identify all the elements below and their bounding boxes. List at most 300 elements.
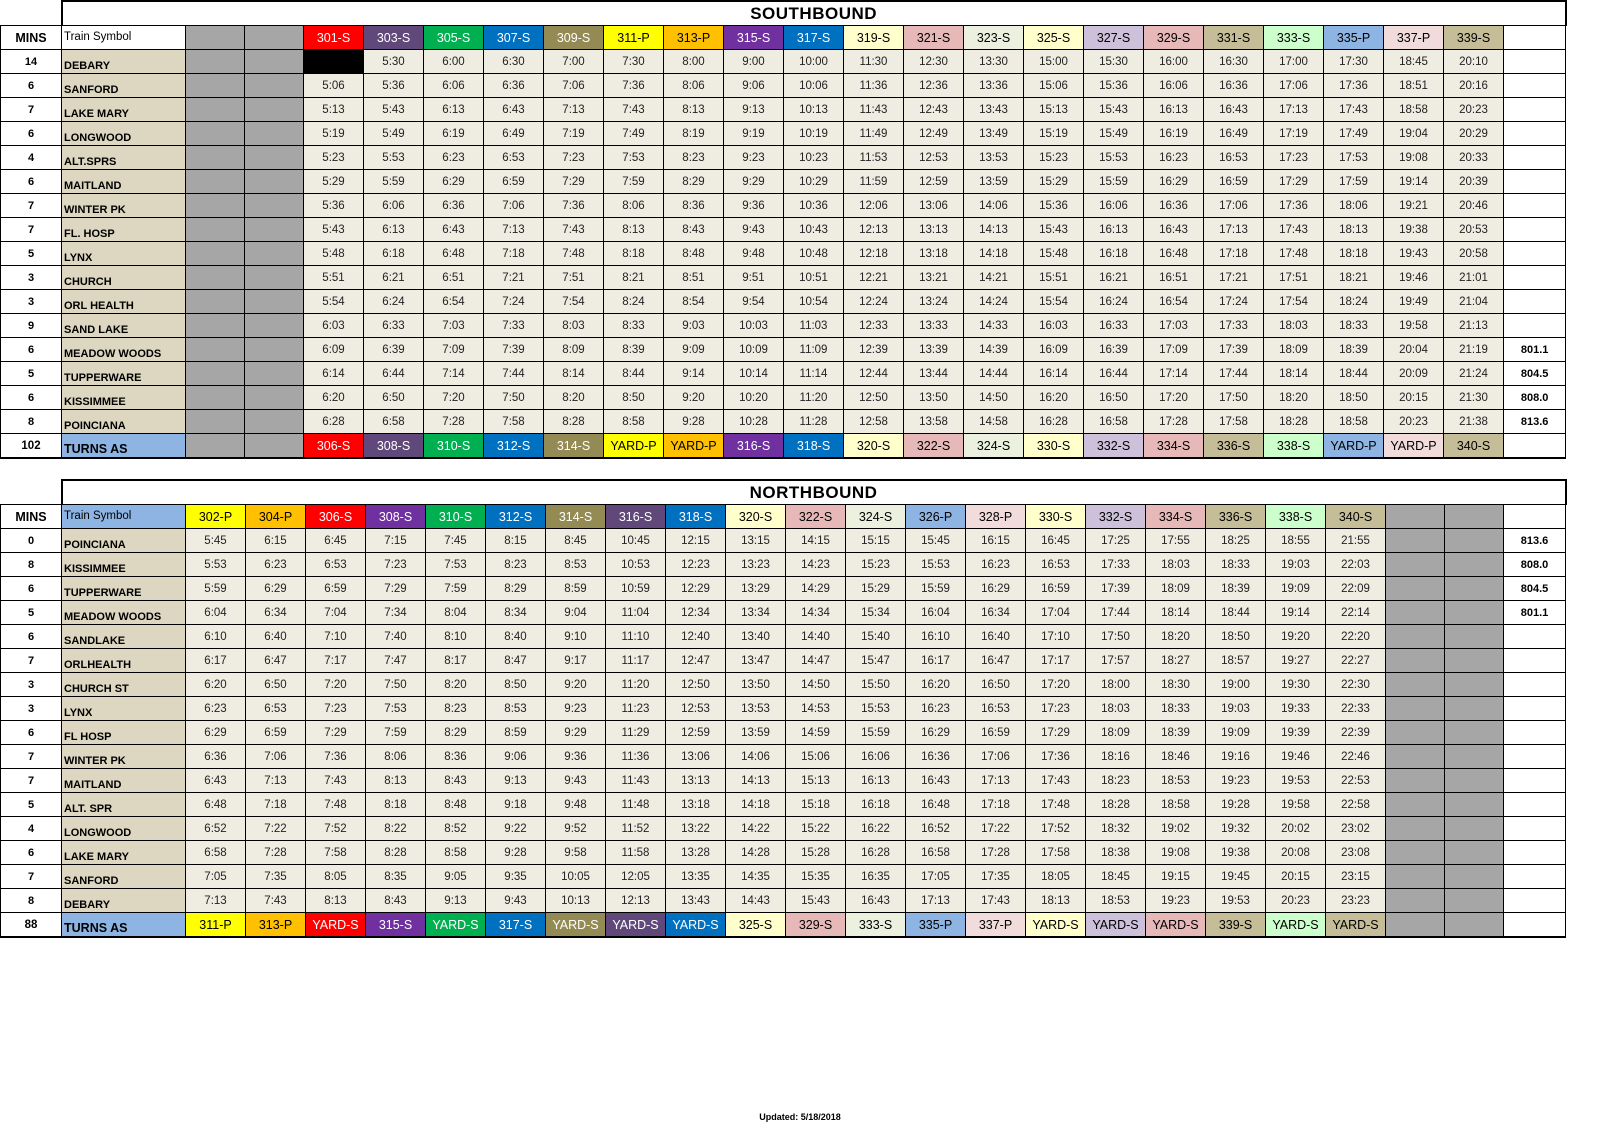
departure-time: 13:24 bbox=[904, 290, 964, 314]
station-name: CHURCH ST bbox=[62, 673, 186, 697]
blank-column bbox=[1386, 601, 1445, 625]
departure-time: 10:19 bbox=[784, 122, 844, 146]
departure-time: 8:06 bbox=[604, 194, 664, 218]
departure-time: 16:45 bbox=[1026, 529, 1086, 553]
departure-time: 17:35 bbox=[966, 865, 1026, 889]
blank-column bbox=[1386, 913, 1445, 938]
departure-time: 7:09 bbox=[424, 338, 484, 362]
departure-time: 12:23 bbox=[666, 553, 726, 577]
segment-minutes: 6 bbox=[1, 74, 62, 98]
mile-marker bbox=[1504, 673, 1566, 697]
station-row bbox=[1, 170, 1566, 194]
departure-time: 8:13 bbox=[306, 889, 366, 913]
departure-time: 8:54 bbox=[664, 290, 724, 314]
departure-time: 20:16 bbox=[1444, 74, 1504, 98]
station-name: TUPPERWARE bbox=[62, 362, 186, 386]
blank-column bbox=[1386, 841, 1445, 865]
departure-time: 17:36 bbox=[1026, 745, 1086, 769]
segment-minutes: 6 bbox=[1, 841, 62, 865]
segment-minutes: 6 bbox=[1, 386, 62, 410]
departure-time: 15:06 bbox=[786, 745, 846, 769]
departure-time: 12:18 bbox=[844, 242, 904, 266]
departure-time: 6:21 bbox=[364, 266, 424, 290]
blank-column bbox=[245, 122, 304, 146]
departure-time: 13:18 bbox=[904, 242, 964, 266]
departure-time: 11:23 bbox=[606, 697, 666, 721]
departure-time: 14:34 bbox=[786, 601, 846, 625]
departure-time: 8:15 bbox=[486, 529, 546, 553]
station-name: SANFORD bbox=[62, 74, 186, 98]
mile-marker bbox=[1504, 170, 1566, 194]
departure-time: 6:03 bbox=[304, 314, 364, 338]
blank-column bbox=[245, 386, 304, 410]
mins-header: MINS bbox=[1, 505, 62, 529]
departure-time: 10:06 bbox=[784, 74, 844, 98]
departure-time: 5:54 bbox=[304, 290, 364, 314]
departure-time: 6:15 bbox=[246, 529, 306, 553]
departure-time: 6:14 bbox=[304, 362, 364, 386]
departure-time: 5:51 bbox=[304, 266, 364, 290]
departure-time: 19:49 bbox=[1384, 290, 1444, 314]
direction-title: NORTHBOUND bbox=[62, 480, 1566, 505]
departure-time: 8:22 bbox=[366, 817, 426, 841]
departure-time: 8:18 bbox=[366, 793, 426, 817]
departure-time: 18:13 bbox=[1324, 218, 1384, 242]
station-name: CHURCH bbox=[62, 266, 186, 290]
departure-time: 7:06 bbox=[544, 74, 604, 98]
departure-time: 13:06 bbox=[904, 194, 964, 218]
mile-marker bbox=[1504, 745, 1566, 769]
departure-time: 11:58 bbox=[606, 841, 666, 865]
blank-column bbox=[245, 170, 304, 194]
departure-time: 16:53 bbox=[966, 697, 1026, 721]
turns-as-symbol: 336-S bbox=[1204, 434, 1264, 459]
blank-column bbox=[186, 170, 245, 194]
departure-time: 7:33 bbox=[484, 314, 544, 338]
departure-time: 8:20 bbox=[544, 386, 604, 410]
departure-time: 16:48 bbox=[1144, 242, 1204, 266]
train-symbol: 329-S bbox=[1144, 26, 1204, 50]
station-name: ALT.SPRS bbox=[62, 146, 186, 170]
departure-time: 19:58 bbox=[1266, 793, 1326, 817]
departure-time: 9:05 bbox=[426, 865, 486, 889]
departure-time: 13:30 bbox=[964, 50, 1024, 74]
departure-time: 6:23 bbox=[186, 697, 246, 721]
updated-date: Updated: 5/18/2018 bbox=[759, 1112, 841, 1122]
departure-time: 6:23 bbox=[246, 553, 306, 577]
departure-time: 6:13 bbox=[364, 218, 424, 242]
blank-column bbox=[1445, 841, 1504, 865]
departure-time: 16:23 bbox=[1144, 146, 1204, 170]
departure-time: 6:00 bbox=[424, 50, 484, 74]
train-symbol: 325-S bbox=[1024, 26, 1084, 50]
departure-time: 12:40 bbox=[666, 625, 726, 649]
departure-time: 9:22 bbox=[486, 817, 546, 841]
departure-time: 9:35 bbox=[486, 865, 546, 889]
departure-time: 7:29 bbox=[306, 721, 366, 745]
departure-time: 10:43 bbox=[784, 218, 844, 242]
departure-time: 6:04 bbox=[186, 601, 246, 625]
departure-time: 18:23 bbox=[1086, 769, 1146, 793]
departure-time: 16:59 bbox=[966, 721, 1026, 745]
departure-time: 7:28 bbox=[246, 841, 306, 865]
departure-time: 9:51 bbox=[724, 266, 784, 290]
departure-time: 12:59 bbox=[666, 721, 726, 745]
departure-time: 8:47 bbox=[486, 649, 546, 673]
station-row bbox=[1, 649, 1566, 673]
departure-time: 6:24 bbox=[364, 290, 424, 314]
station-row bbox=[1, 98, 1566, 122]
departure-time: 6:53 bbox=[246, 697, 306, 721]
departure-time: 13:59 bbox=[726, 721, 786, 745]
departure-time: 18:18 bbox=[1324, 242, 1384, 266]
train-symbol: 312-S bbox=[486, 505, 546, 529]
departure-time: 17:14 bbox=[1144, 362, 1204, 386]
departure-time: 17:20 bbox=[1144, 386, 1204, 410]
segment-minutes: 7 bbox=[1, 98, 62, 122]
segment-minutes: 14 bbox=[1, 50, 62, 74]
departure-time: 8:53 bbox=[546, 553, 606, 577]
departure-time: 9:48 bbox=[546, 793, 606, 817]
train-symbol: 315-S bbox=[724, 26, 784, 50]
departure-time: 17:03 bbox=[1144, 314, 1204, 338]
departure-time: 15:53 bbox=[846, 697, 906, 721]
turns-as-symbol: 333-S bbox=[846, 913, 906, 938]
departure-time: 8:29 bbox=[486, 577, 546, 601]
departure-time: 15:35 bbox=[786, 865, 846, 889]
departure-time: 5:43 bbox=[304, 218, 364, 242]
blank-column bbox=[1445, 625, 1504, 649]
departure-time: 12:21 bbox=[844, 266, 904, 290]
station-row bbox=[1, 386, 1566, 410]
train-symbol: 336-S bbox=[1206, 505, 1266, 529]
departure-time: 7:23 bbox=[366, 553, 426, 577]
departure-time: 10:00 bbox=[784, 50, 844, 74]
departure-time: 6:06 bbox=[424, 74, 484, 98]
departure-time: 8:36 bbox=[426, 745, 486, 769]
blank-column bbox=[186, 266, 245, 290]
departure-time: 6:36 bbox=[424, 194, 484, 218]
departure-time: 10:23 bbox=[784, 146, 844, 170]
station-row bbox=[1, 841, 1566, 865]
mile-marker: 801.1 bbox=[1504, 338, 1566, 362]
station-name: MAITLAND bbox=[62, 170, 186, 194]
departure-time: 19:21 bbox=[1384, 194, 1444, 218]
departure-time: 14:18 bbox=[726, 793, 786, 817]
departure-time: 8:45 bbox=[546, 529, 606, 553]
departure-time: 16:58 bbox=[906, 841, 966, 865]
departure-time: 16:59 bbox=[1026, 577, 1086, 601]
departure-time: 8:29 bbox=[426, 721, 486, 745]
segment-minutes: 7 bbox=[1, 218, 62, 242]
blank-column bbox=[186, 74, 245, 98]
mile-marker: 801.1 bbox=[1504, 601, 1566, 625]
departure-time: 22:03 bbox=[1326, 553, 1386, 577]
blank-column bbox=[1445, 745, 1504, 769]
turns-as-symbol: 339-S bbox=[1206, 913, 1266, 938]
departure-time: 20:23 bbox=[1384, 410, 1444, 434]
turns-as-label: TURNS AS bbox=[62, 913, 186, 938]
train-symbol: 320-S bbox=[726, 505, 786, 529]
segment-minutes: 6 bbox=[1, 577, 62, 601]
departure-time: 11:43 bbox=[844, 98, 904, 122]
departure-time: 14:21 bbox=[964, 266, 1024, 290]
turns-as-symbol: 314-S bbox=[544, 434, 604, 459]
departure-time: 6:47 bbox=[246, 649, 306, 673]
blank-column bbox=[245, 290, 304, 314]
departure-time: 7:49 bbox=[604, 122, 664, 146]
train-symbol: 330-S bbox=[1026, 505, 1086, 529]
turns-as-symbol: 335-P bbox=[906, 913, 966, 938]
departure-time: 6:39 bbox=[364, 338, 424, 362]
mile-marker bbox=[1504, 721, 1566, 745]
departure-time: 17:20 bbox=[1026, 673, 1086, 697]
departure-time: 18:39 bbox=[1324, 338, 1384, 362]
turns-as-symbol: YARD-P bbox=[664, 434, 724, 459]
departure-time: 16:47 bbox=[966, 649, 1026, 673]
departure-time: 6:18 bbox=[364, 242, 424, 266]
station-name: ORLHEALTH bbox=[62, 649, 186, 673]
mile-marker bbox=[1504, 218, 1566, 242]
departure-time: 7:43 bbox=[246, 889, 306, 913]
departure-time: 18:20 bbox=[1264, 386, 1324, 410]
departure-time: 15:50 bbox=[846, 673, 906, 697]
train-symbol: 338-S bbox=[1266, 505, 1326, 529]
departure-time: 8:58 bbox=[604, 410, 664, 434]
departure-time: 11:36 bbox=[844, 74, 904, 98]
departure-time: 8:13 bbox=[366, 769, 426, 793]
departure-time: 6:28 bbox=[304, 410, 364, 434]
departure-time: 15:59 bbox=[846, 721, 906, 745]
departure-time: 15:40 bbox=[846, 625, 906, 649]
departure-time: 22:46 bbox=[1326, 745, 1386, 769]
departure-time: 6:06 bbox=[364, 194, 424, 218]
segment-minutes: 6 bbox=[1, 170, 62, 194]
departure-time: 8:06 bbox=[664, 74, 724, 98]
departure-time: 16:58 bbox=[1084, 410, 1144, 434]
departure-time: 6:50 bbox=[246, 673, 306, 697]
departure-time: 7:48 bbox=[544, 242, 604, 266]
departure-time: 6:34 bbox=[246, 601, 306, 625]
departure-time: 18:51 bbox=[1384, 74, 1444, 98]
departure-time: 16:04 bbox=[906, 601, 966, 625]
departure-time: 9:52 bbox=[546, 817, 606, 841]
departure-time: 5:49 bbox=[364, 122, 424, 146]
departure-time: 17:13 bbox=[966, 769, 1026, 793]
departure-time: 8:21 bbox=[604, 266, 664, 290]
departure-time: 19:28 bbox=[1206, 793, 1266, 817]
departure-time: 11:03 bbox=[784, 314, 844, 338]
segment-minutes: 7 bbox=[1, 745, 62, 769]
departure-time: 7:18 bbox=[246, 793, 306, 817]
blank-column bbox=[1445, 865, 1504, 889]
train-symbol: 331-S bbox=[1204, 26, 1264, 50]
departure-time: 23:23 bbox=[1326, 889, 1386, 913]
departure-time: 6:20 bbox=[186, 673, 246, 697]
turns-as-symbol: 322-S bbox=[904, 434, 964, 459]
departure-time: 13:06 bbox=[666, 745, 726, 769]
station-name: DEBARY bbox=[62, 889, 186, 913]
departure-time: 11:29 bbox=[606, 721, 666, 745]
departure-time: 8:50 bbox=[486, 673, 546, 697]
departure-time: 10:45 bbox=[606, 529, 666, 553]
departure-time: 8:23 bbox=[426, 697, 486, 721]
station-name: SANDLAKE bbox=[62, 625, 186, 649]
station-name: ALT. SPR bbox=[62, 793, 186, 817]
departure-time: 15:28 bbox=[786, 841, 846, 865]
turns-as-symbol: 340-S bbox=[1444, 434, 1504, 459]
departure-time: 15:23 bbox=[1024, 146, 1084, 170]
train-symbol: 314-S bbox=[546, 505, 606, 529]
departure-time: 5:19 bbox=[304, 122, 364, 146]
turns-as-symbol: 320-S bbox=[844, 434, 904, 459]
mile-marker bbox=[1504, 769, 1566, 793]
departure-time: 18:39 bbox=[1146, 721, 1206, 745]
departure-time: 12:24 bbox=[844, 290, 904, 314]
departure-time: 19:14 bbox=[1266, 601, 1326, 625]
station-name: LAKE MARY bbox=[62, 841, 186, 865]
train-symbol-header: Train Symbol bbox=[62, 26, 186, 50]
departure-time: 19:46 bbox=[1384, 266, 1444, 290]
departure-time: 7:53 bbox=[366, 697, 426, 721]
departure-time: 13:13 bbox=[666, 769, 726, 793]
blank-column bbox=[1386, 793, 1445, 817]
departure-time: 18:30 bbox=[1146, 673, 1206, 697]
departure-time: 7:03 bbox=[424, 314, 484, 338]
departure-time: 16:13 bbox=[1084, 218, 1144, 242]
departure-time: 6:10 bbox=[186, 625, 246, 649]
train-symbol: 305-S bbox=[424, 26, 484, 50]
departure-time: 15:43 bbox=[1024, 218, 1084, 242]
departure-time: 16:00 bbox=[1144, 50, 1204, 74]
station-row bbox=[1, 697, 1566, 721]
departure-time: 17:44 bbox=[1204, 362, 1264, 386]
station-row bbox=[1, 625, 1566, 649]
departure-time: 18:53 bbox=[1086, 889, 1146, 913]
departure-time: 18:21 bbox=[1324, 266, 1384, 290]
departure-time: 17:52 bbox=[1026, 817, 1086, 841]
departure-time: 13:59 bbox=[964, 170, 1024, 194]
departure-time: 7:19 bbox=[544, 122, 604, 146]
departure-time: 7:15 bbox=[366, 529, 426, 553]
departure-time: 22:14 bbox=[1326, 601, 1386, 625]
departure-time: 16:20 bbox=[1024, 386, 1084, 410]
departure-time: 8:59 bbox=[546, 577, 606, 601]
mile-marker bbox=[1504, 266, 1566, 290]
departure-time: 14:35 bbox=[726, 865, 786, 889]
segment-minutes: 3 bbox=[1, 697, 62, 721]
departure-time: 9:43 bbox=[724, 218, 784, 242]
departure-time: 16:24 bbox=[1084, 290, 1144, 314]
departure-time: 8:35 bbox=[366, 865, 426, 889]
blank-column bbox=[1445, 577, 1504, 601]
departure-time: 16:29 bbox=[1144, 170, 1204, 194]
departure-time: 9:43 bbox=[486, 889, 546, 913]
departure-time: 9:03 bbox=[664, 314, 724, 338]
departure-time: 19:33 bbox=[1266, 697, 1326, 721]
departure-time: 8:34 bbox=[486, 601, 546, 625]
blank-column bbox=[186, 290, 245, 314]
train-symbol: 326-P bbox=[906, 505, 966, 529]
departure-time: 7:59 bbox=[366, 721, 426, 745]
departure-time: 12:50 bbox=[844, 386, 904, 410]
departure-time: 13:43 bbox=[666, 889, 726, 913]
southbound-timetable bbox=[0, 0, 1567, 459]
departure-time: 11:17 bbox=[606, 649, 666, 673]
departure-time: 7:51 bbox=[544, 266, 604, 290]
departure-time: 19:15 bbox=[1146, 865, 1206, 889]
blank-column bbox=[1445, 889, 1504, 913]
train-symbol: 337-P bbox=[1384, 26, 1444, 50]
mile-marker bbox=[1504, 194, 1566, 218]
departure-time: 18:27 bbox=[1146, 649, 1206, 673]
departure-time: 16:21 bbox=[1084, 266, 1144, 290]
segment-minutes: 0 bbox=[1, 529, 62, 553]
mins-header: MINS bbox=[1, 26, 62, 50]
departure-time: 15:59 bbox=[906, 577, 966, 601]
station-row bbox=[1, 122, 1566, 146]
departure-time: 6:54 bbox=[424, 290, 484, 314]
departure-time: 19:16 bbox=[1206, 745, 1266, 769]
departure-time: 5:48 bbox=[304, 242, 364, 266]
turns-as-symbol: YARD-S bbox=[306, 913, 366, 938]
departure-time: 18:58 bbox=[1384, 98, 1444, 122]
departure-time: 17:25 bbox=[1086, 529, 1146, 553]
departure-time: 17:04 bbox=[1026, 601, 1086, 625]
departure-time: 19:08 bbox=[1384, 146, 1444, 170]
blank-column bbox=[245, 50, 304, 74]
northbound-timetable bbox=[0, 479, 1567, 938]
departure-time: 12:47 bbox=[666, 649, 726, 673]
departure-time: 21:30 bbox=[1444, 386, 1504, 410]
departure-time: 10:13 bbox=[546, 889, 606, 913]
departure-time: 12:50 bbox=[666, 673, 726, 697]
departure-time: 19:53 bbox=[1206, 889, 1266, 913]
departure-time: 7:43 bbox=[306, 769, 366, 793]
departure-time: 12:36 bbox=[904, 74, 964, 98]
departure-time: 12:29 bbox=[666, 577, 726, 601]
blank-column bbox=[186, 146, 245, 170]
departure-time: 9:58 bbox=[546, 841, 606, 865]
segment-minutes: 3 bbox=[1, 673, 62, 697]
departure-time: 18:09 bbox=[1264, 338, 1324, 362]
departure-time: 7:54 bbox=[544, 290, 604, 314]
station-name: MAITLAND bbox=[62, 769, 186, 793]
departure-time: 14:06 bbox=[964, 194, 1024, 218]
blank-column bbox=[1445, 913, 1504, 938]
departure-time: 16:43 bbox=[846, 889, 906, 913]
blank-column bbox=[186, 242, 245, 266]
departure-time: 19:45 bbox=[1206, 865, 1266, 889]
departure-time: 22:30 bbox=[1326, 673, 1386, 697]
blank-column bbox=[1445, 817, 1504, 841]
turns-as-symbol: YARD-P bbox=[1324, 434, 1384, 459]
departure-time: 9:04 bbox=[546, 601, 606, 625]
departure-time: 6:29 bbox=[424, 170, 484, 194]
departure-time: 15:34 bbox=[846, 601, 906, 625]
departure-time: 19:32 bbox=[1206, 817, 1266, 841]
departure-time: 15:54 bbox=[1024, 290, 1084, 314]
departure-time: 14:23 bbox=[786, 553, 846, 577]
departure-time: 18:14 bbox=[1264, 362, 1324, 386]
departure-time: 9:48 bbox=[724, 242, 784, 266]
station-name: WINTER PK bbox=[62, 745, 186, 769]
departure-time: 6:59 bbox=[484, 170, 544, 194]
departure-time: 9:18 bbox=[486, 793, 546, 817]
turns-as-symbol: 337-P bbox=[966, 913, 1026, 938]
train-symbol: 303-S bbox=[364, 26, 424, 50]
departure-time: 11:53 bbox=[844, 146, 904, 170]
